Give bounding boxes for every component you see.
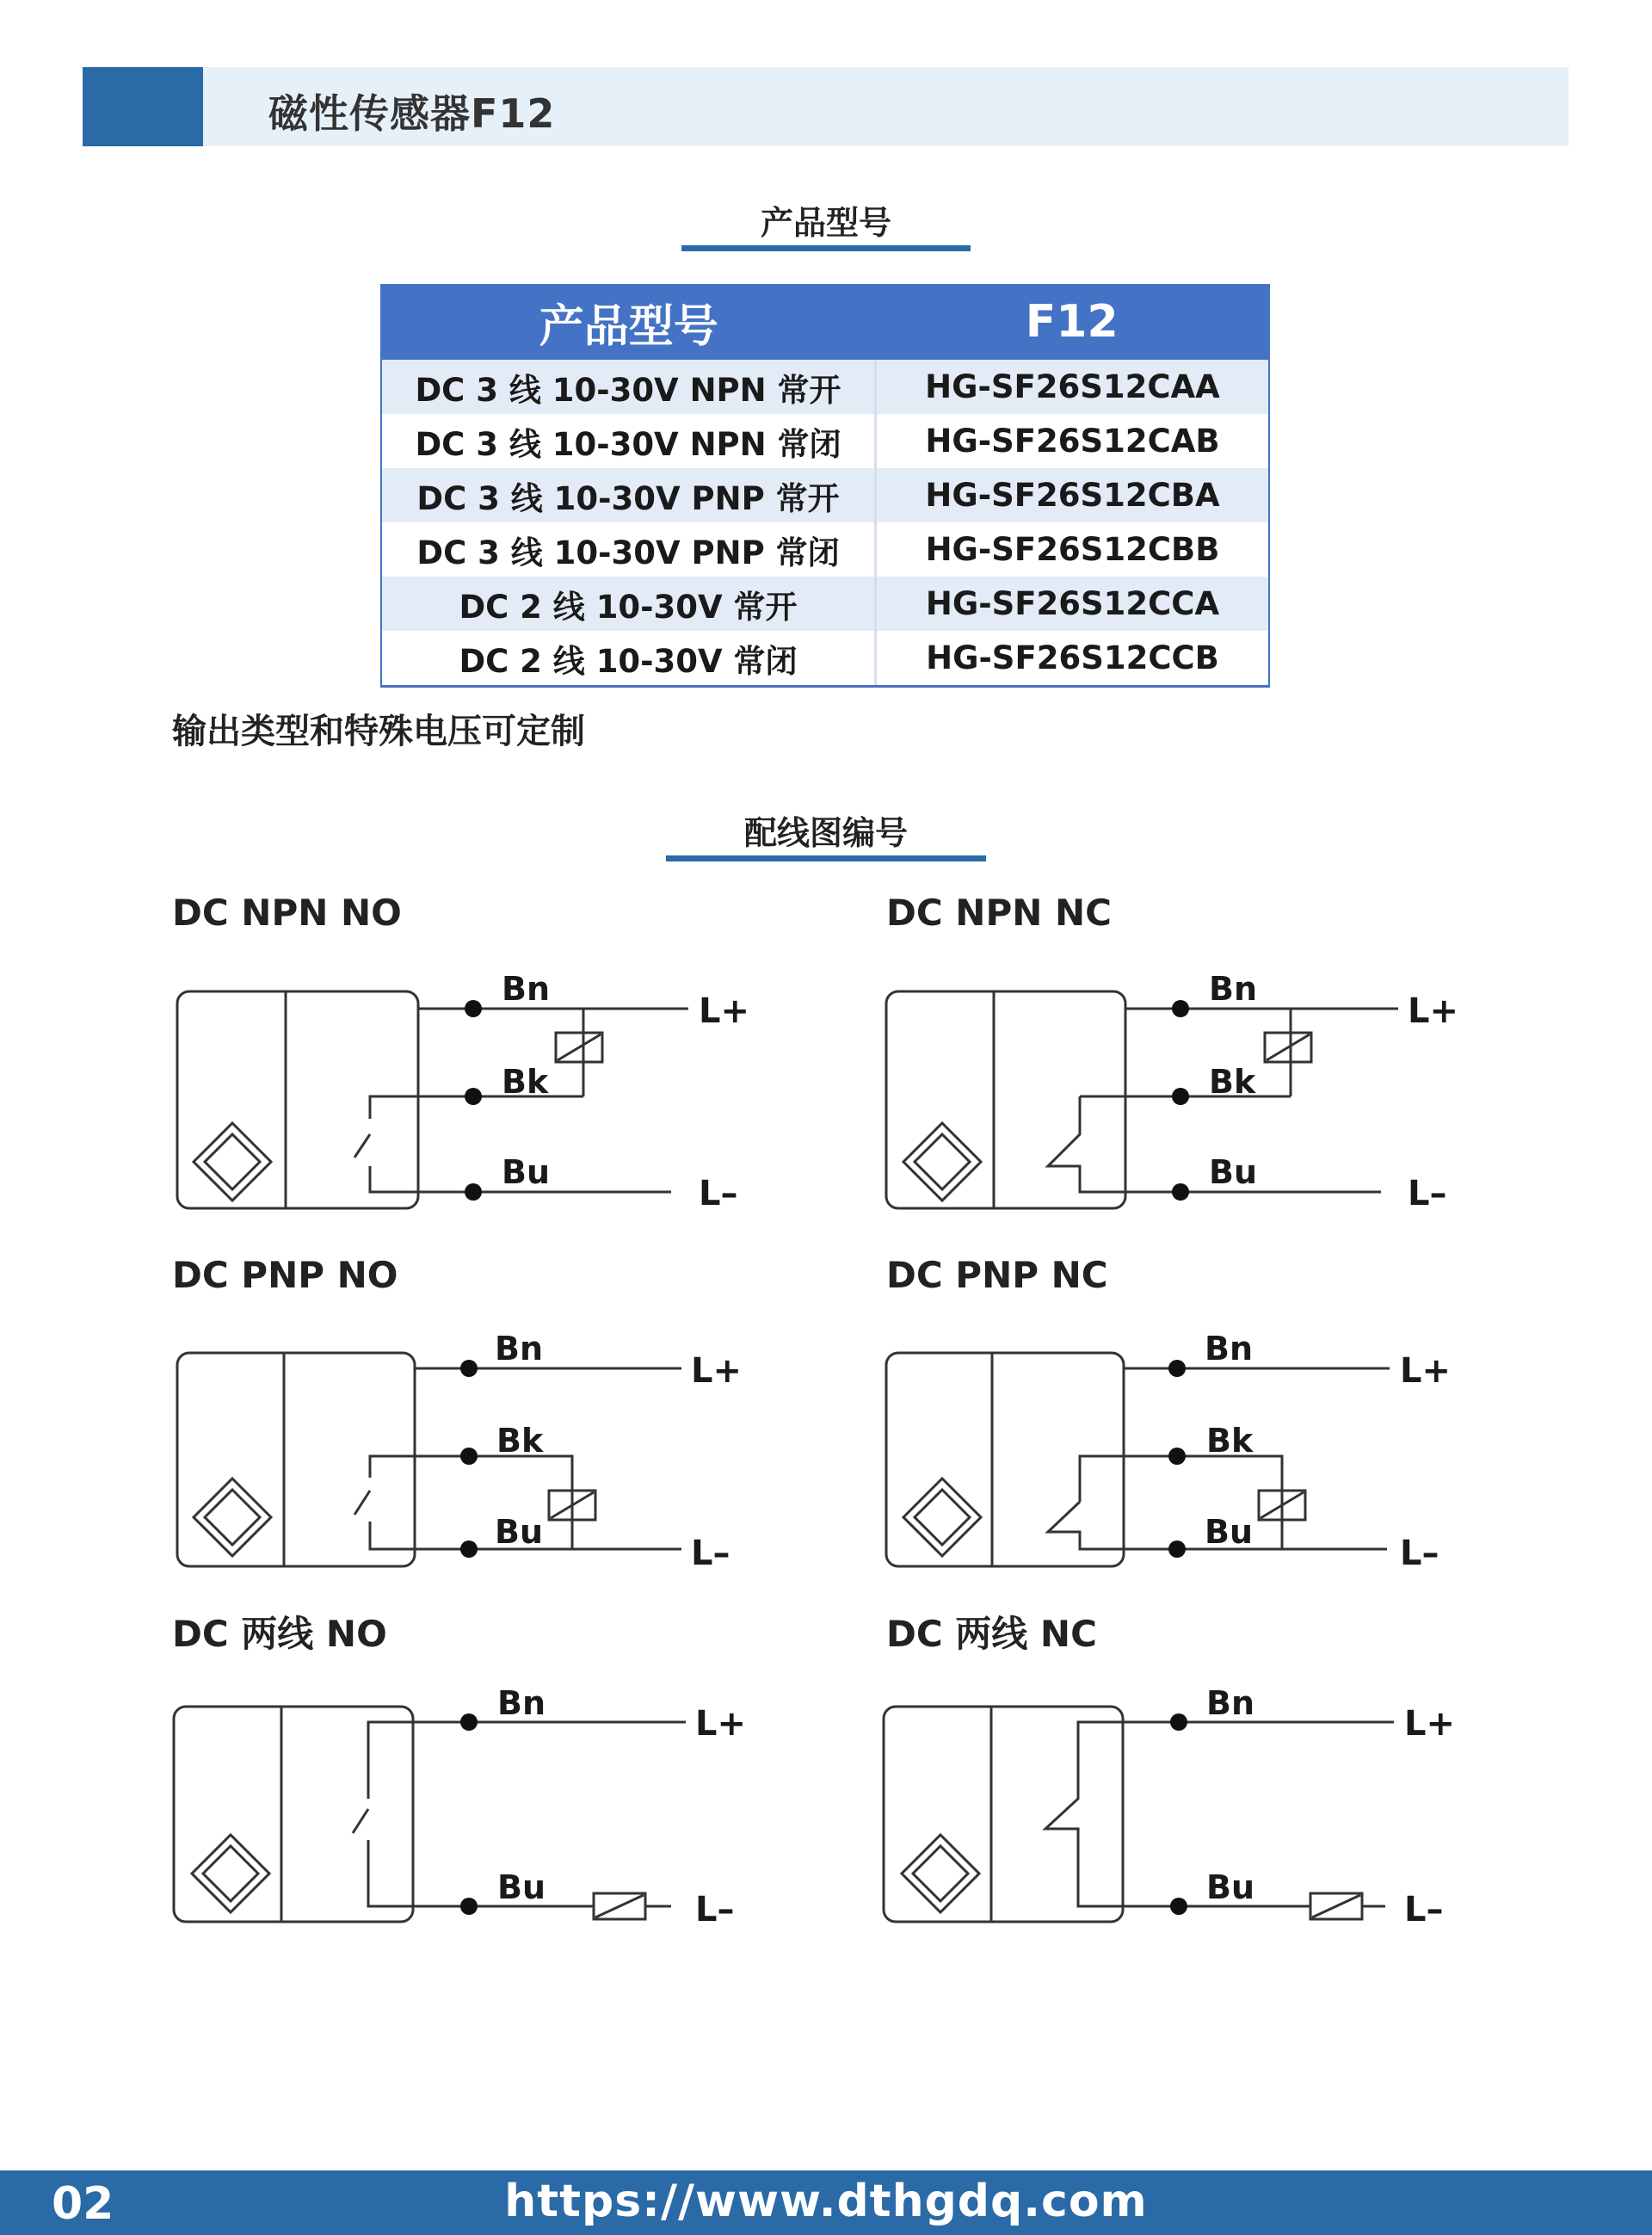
diagram-npn-nc — [886, 991, 1398, 1208]
wire-label-bu: Bu — [1206, 1868, 1255, 1906]
table-header-cell: 产品型号 — [381, 284, 876, 360]
wire-label-bu: Bu — [497, 1868, 546, 1906]
terminal-label-plus: L+ — [695, 1704, 747, 1744]
wire-label-bk: Bk — [496, 1422, 544, 1460]
wire-label-bn: Bn — [502, 970, 551, 1008]
page-number: 02 — [52, 2178, 114, 2230]
wire-label-bk: Bk — [502, 1063, 549, 1101]
table-cell-spec: DC 2 线 10-30V 常闭 — [381, 631, 876, 687]
page-title: 磁性传感器F12 — [268, 90, 556, 137]
terminal-label-plus: L+ — [1404, 1704, 1456, 1744]
terminal-label-minus: L– — [691, 1534, 730, 1573]
terminal-label-minus: L– — [1400, 1534, 1439, 1573]
wire-label-bu: Bu — [502, 1153, 551, 1191]
wire-label-bn: Bn — [1205, 1330, 1254, 1368]
diagram-pnp-nc — [886, 1353, 1390, 1566]
terminal-label-plus: L+ — [699, 991, 750, 1031]
terminal-label-minus: L– — [1408, 1174, 1447, 1213]
diagram-title-two-nc: DC 两线 NC — [886, 1613, 1097, 1655]
section-title-wiring: 配线图编号 — [743, 814, 908, 852]
terminal-label-plus: L+ — [691, 1351, 743, 1391]
terminal-label-plus: L+ — [1400, 1351, 1452, 1391]
table-cell-spec: DC 3 线 10-30V PNP 常开 — [381, 468, 876, 522]
customization-note: 输出类型和特殊电压可定制 — [172, 712, 585, 751]
wire-label-bu: Bu — [1205, 1513, 1254, 1551]
table-cell-spec: DC 3 线 10-30V NPN 常开 — [381, 360, 876, 414]
wire-label-bn: Bn — [1209, 970, 1258, 1008]
terminal-label-minus: L– — [695, 1890, 735, 1929]
table-cell-spec: DC 3 线 10-30V PNP 常闭 — [381, 522, 876, 577]
diagram-title-two-no: DC 两线 NO — [172, 1613, 387, 1655]
table-header-cell: F12 — [876, 284, 1270, 360]
diagram-two-wire-no — [174, 1707, 686, 1922]
wire-label-bu: Bu — [1209, 1153, 1258, 1191]
terminal-label-minus: L– — [1404, 1890, 1444, 1929]
terminal-label-plus: L+ — [1408, 991, 1459, 1031]
wire-label-bn: Bn — [495, 1330, 544, 1368]
table-cell-spec: DC 3 线 10-30V NPN 常闭 — [381, 414, 876, 468]
diagram-title-pnp-nc: DC PNP NC — [886, 1254, 1108, 1296]
wire-label-bn: Bn — [497, 1684, 546, 1722]
diagram-npn-no — [177, 991, 688, 1208]
table-cell-model: HG-SF26S12CAB — [876, 414, 1270, 468]
table-cell-model: HG-SF26S12CCB — [876, 631, 1270, 687]
table-cell-spec: DC 2 线 10-30V 常开 — [381, 577, 876, 631]
diagram-title-pnp-no: DC PNP NO — [172, 1254, 398, 1296]
wire-label-bn: Bn — [1206, 1684, 1255, 1722]
wire-label-bk: Bk — [1209, 1063, 1256, 1101]
terminal-label-minus: L– — [699, 1174, 738, 1213]
diagram-two-wire-nc — [884, 1707, 1394, 1922]
table-cell-model: HG-SF26S12CAA — [876, 360, 1270, 414]
table-cell-model: HG-SF26S12CBA — [876, 468, 1270, 522]
diagram-title-npn-no: DC NPN NO — [172, 892, 402, 934]
wire-label-bk: Bk — [1206, 1422, 1254, 1460]
diagram-title-npn-nc: DC NPN NC — [886, 892, 1112, 934]
table-cell-model: HG-SF26S12CBB — [876, 522, 1270, 577]
section-title-models: 产品型号 — [760, 204, 891, 242]
diagram-pnp-no — [177, 1353, 681, 1566]
table-cell-model: HG-SF26S12CCA — [876, 577, 1270, 631]
wire-label-bu: Bu — [495, 1513, 544, 1551]
website-link[interactable]: https://www.dthgdq.com — [504, 2176, 1148, 2227]
